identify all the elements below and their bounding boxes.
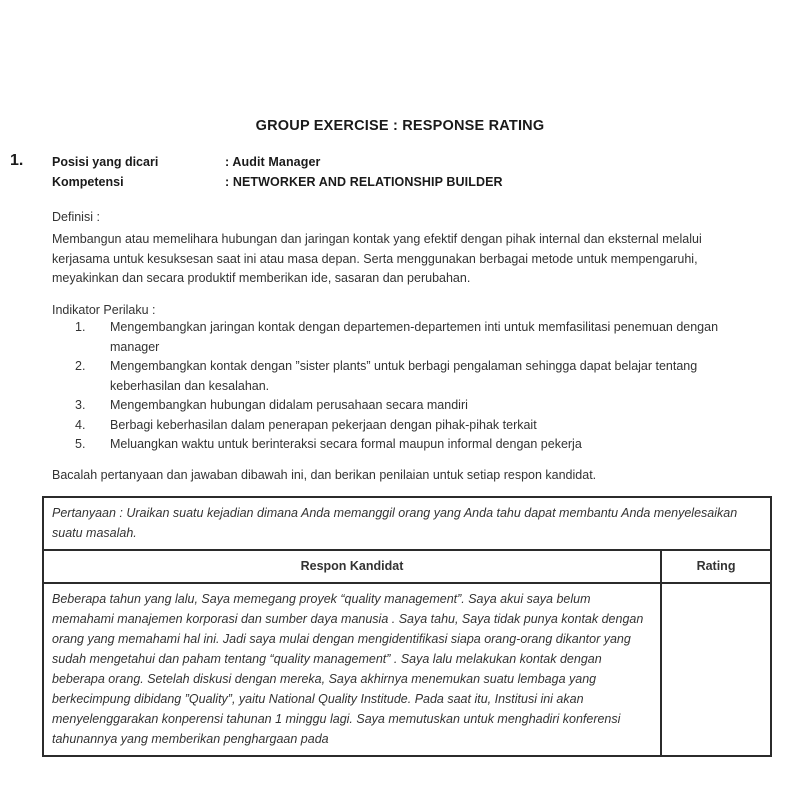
instruction-text: Bacalah pertanyaan dan jawaban dibawah ini, dan berikan penilaian untuk setiap respon kandidat.: [52, 468, 597, 482]
indicators-heading: Indikator Perilaku :: [52, 303, 156, 317]
table-row-header: [43, 550, 771, 583]
column-header-rating: Rating: [661, 550, 771, 583]
table-row-answer: [43, 583, 771, 756]
indicators-list: [70, 318, 760, 455]
competency-value: : NETWORKER AND RELATIONSHIP BUILDER: [225, 175, 503, 189]
list-item-number: 4.: [75, 417, 86, 432]
position-value: : Audit Manager: [225, 155, 321, 169]
list-item: [70, 416, 760, 436]
table-row-question: [43, 497, 771, 550]
list-item: [70, 396, 760, 416]
response-rating-table: [42, 496, 772, 757]
question-cell: Pertanyaan : Uraikan suatu kejadian dimana Anda memanggil orang yang Anda tahu dapat membantu Anda menyelesaikan suatu masalah.: [43, 497, 771, 550]
list-item-number: 5.: [75, 437, 86, 451]
list-item: [70, 318, 760, 357]
list-item-number: 2.: [75, 359, 86, 373]
list-item-label: Mengembangkan kontak dengan ”sister plants” untuk berbagi pengalaman sehingga dapat belajar tentang keberhasilan dan kesalahan.: [110, 359, 698, 393]
table-row: [52, 175, 503, 195]
table-row: [52, 155, 503, 175]
position-meta-table: [52, 155, 503, 195]
candidate-response-cell: Beberapa tahun yang lalu, Saya memegang proyek “quality management”. Saya akui saya belum memahami manajemen korporasi dan sumber daya manusia . Saya tahu, Saya tidak punya kontak dengan orang yang memahami hal ini. Jadi saya mulai dengan mengidentifikasi siapa orang-orang dikantor yang sudah mengetahui dan paham tentang “quality management” . Saya lalu melakukan kontak dengan beberapa orang. Setelah diskusi dengan mereka, Saya akhirnya menemukan suatu lembaga yang berkecimpung dibidang ”Quality”, yaitu National Quality Institude. Pada saat itu, Institusi ini akan menyelenggarakan konperensi tahunan 1 minggu lagi. Saya memutuskan untuk menghadiri konferensi tahunannya yang memberikan penghargaan pada: [43, 583, 661, 756]
item-number: 1.: [10, 152, 24, 169]
position-label: Posisi yang dicari: [52, 155, 159, 169]
list-item: [70, 435, 760, 455]
definition-body: Membangun atau memelihara hubungan dan jaringan kontak yang efektif dengan pihak internal dan eksternal melalui kerjasama untuk kesuksesan saat ini atau masa depan. Serta menggunakan berbagai metode untuk mempengaruhi, meyakinkan dan secara produktif memberikan ide, sasaran dan perubahan.: [52, 232, 702, 285]
competency-label: Kompetensi: [52, 175, 124, 189]
list-item-label: Mengembangkan jaringan kontak dengan departemen-departemen inti untuk memfasilitasi penemuan dengan manager: [110, 320, 719, 354]
list-item-label: Meluangkan waktu untuk berinteraksi secara formal maupun informal dengan pekerja: [110, 437, 582, 451]
column-header-response: Respon Kandidat: [43, 550, 661, 583]
list-item-label: Berbagi keberhasilan dalam penerapan pekerjaan dengan pihak-pihak terkait: [110, 417, 537, 432]
list-item-number: 1.: [75, 320, 86, 334]
list-item-label: Mengembangkan hubungan didalam perusahaan secara mandiri: [110, 398, 468, 412]
list-item: [70, 357, 760, 396]
rating-input-cell[interactable]: [661, 583, 771, 756]
list-item-number: 3.: [75, 398, 86, 412]
page-title: GROUP EXERCISE : RESPONSE RATING: [255, 118, 545, 134]
definition-heading: Definisi :: [52, 210, 100, 224]
